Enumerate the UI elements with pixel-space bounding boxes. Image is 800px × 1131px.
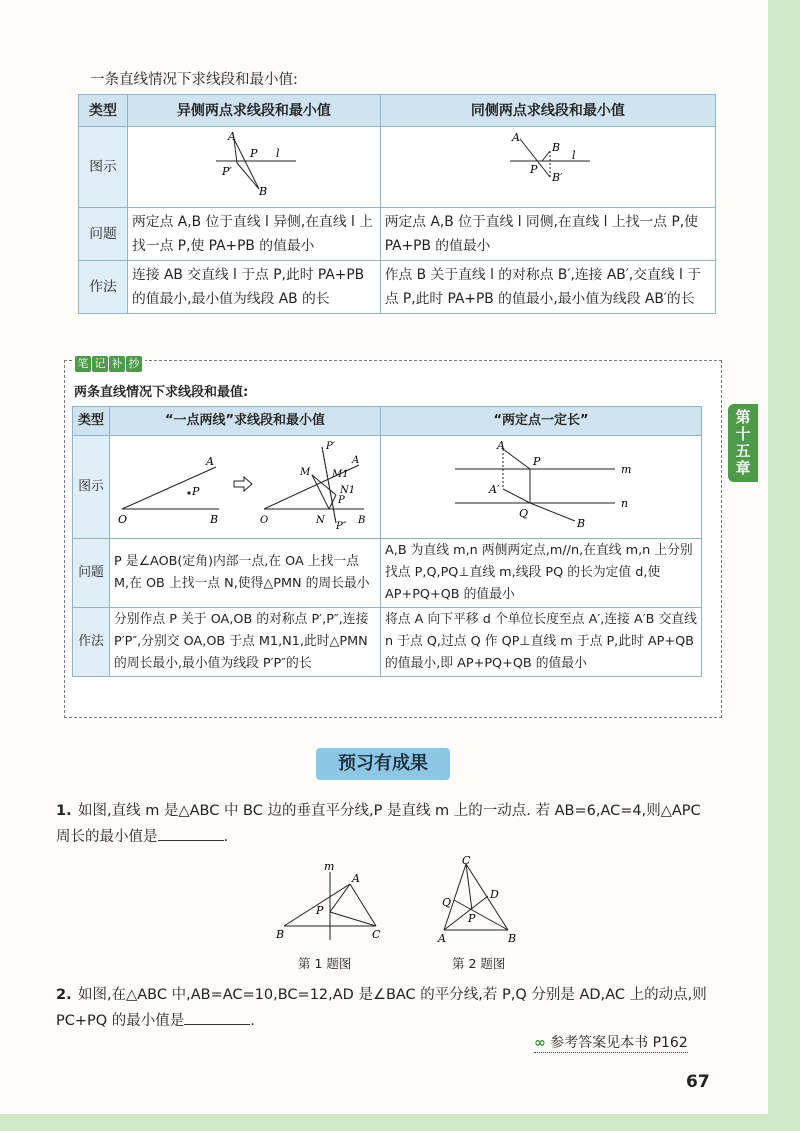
question-text: 如图,在△ABC 中,AB=AC=10,BC=12,AD 是∠BAC 的平分线,若 P,Q 分别是 AD,AC 上的动点,则 PC+PQ 的最小值是 <box>56 987 707 1029</box>
fig-label-l: l <box>571 149 576 162</box>
table2-method-one-point: 分别作点 P 关于 OA,OB 的对称点 P′,P″,连接 P′P″,分别交 OA,OB 于点 M1,N1,此时△PMN 的周长最小,最小值为线段 P′P″的长 <box>110 608 381 677</box>
fig-label-O: O <box>260 515 269 526</box>
fig-label-A: A <box>206 455 214 468</box>
arrow-icon <box>234 477 252 491</box>
table1-header-right: 同侧两点求线段和最小值 <box>380 95 715 127</box>
answer-blank[interactable] <box>158 826 224 841</box>
figure-caption-1: 第 1 题图 <box>298 956 352 971</box>
fig-label-A: A <box>511 131 520 144</box>
fig-label-B: B <box>358 515 366 526</box>
page-edge-strip <box>768 0 800 1131</box>
table1-intro: 一条直线情况下求线段和最小值: <box>90 72 298 88</box>
table1-method-opposite: 连接 AB 交直线 l 于点 P,此时 PA+PB 的值最小,最小值为线段 AB 的长 <box>128 261 381 314</box>
fig-label-B: B <box>258 185 267 197</box>
answer-reference[interactable] <box>534 1032 688 1053</box>
fig-label-Q: Q <box>442 896 452 909</box>
fig-label-O: O <box>118 513 128 526</box>
table1-figure-opposite <box>128 127 381 208</box>
fig-label-P-double-prime: P″ <box>336 521 347 529</box>
question-2 <box>56 982 716 1034</box>
table2-header-right: “两定点一定长” <box>381 407 702 436</box>
fig-label-P: P <box>529 163 538 176</box>
fig-label-D: D <box>490 888 499 901</box>
question-number: 1. <box>56 803 72 819</box>
one-point-two-lines-diagram <box>114 437 376 529</box>
opposite-side-diagram <box>204 129 304 197</box>
fig-label-A: A <box>352 455 360 466</box>
notes-tag-char: 补 <box>109 356 125 372</box>
fig-label-P: P <box>249 147 258 160</box>
fig-label-P: P <box>192 485 200 498</box>
question-number: 2. <box>56 987 72 1003</box>
figure-caption-2: 第 2 题图 <box>452 956 506 971</box>
table2-figure-fixed-length <box>381 436 702 539</box>
fig-label-P-prime: P′ <box>221 165 232 178</box>
page-bottom-strip <box>0 1114 768 1131</box>
link-icon: ∞ <box>534 1035 546 1051</box>
notes-tag-char: 记 <box>92 356 108 372</box>
question-end: . <box>223 829 229 845</box>
fig-label-C: C <box>462 856 471 867</box>
fig-label-B: B <box>577 517 586 529</box>
chapter-tab[interactable] <box>728 404 758 482</box>
chapter-tab-char: 五 <box>735 442 751 460</box>
table1-row-label: 问题 <box>79 208 128 261</box>
fig-label-Q: Q <box>519 507 529 520</box>
table1-problem-same: 两定点 A,B 位于直线 l 同侧,在直线 l 上找一点 P,使 PA+PB 的值最小 <box>380 208 715 261</box>
fig-label-m: m <box>324 860 335 873</box>
table1-method-same: 作点 B 关于直线 l 的对称点 B′,连接 AB′,交直线 l 于点 P,此时 PA+PB 的值最小,最小值为线段 AB′的长 <box>380 261 715 314</box>
fig-label-A: A <box>497 439 505 452</box>
table1-figure-same <box>380 127 715 208</box>
fig-label-M: M <box>300 467 311 478</box>
notes-tag-char: 笔 <box>75 356 91 372</box>
table2-header-left: “一点两线”求线段和最小值 <box>110 407 381 436</box>
table2-header-type: 类型 <box>73 407 110 436</box>
notes-tag <box>73 352 145 372</box>
fig-label-B-prime: B′ <box>551 171 563 184</box>
fig-label-M1: M1 <box>332 469 349 480</box>
fig-label-l: l <box>275 147 280 160</box>
fig-label-B: B <box>508 932 517 945</box>
section-title: 预习有成果 <box>316 748 450 780</box>
fig-label-A: A <box>352 872 360 885</box>
fig-label-N1: N1 <box>340 485 356 496</box>
chapter-tab-char: 章 <box>735 459 751 477</box>
two-points-fixed-length-diagram <box>385 437 697 529</box>
table2-row-label: 问题 <box>73 539 110 608</box>
fig-label-B: B <box>210 513 219 526</box>
table2-method-fixed-length: 将点 A 向下平移 d 个单位长度至点 A′,连接 A′B 交直线 n 于点 Q,过点 Q 作 QP⊥直线 m 于点 P,此时 AP+QB 的值最小,即 AP+PQ+QB 的值最小 <box>381 608 702 677</box>
table2-problem-one-point: P 是∠AOB(定角)内部一点,在 OA 上找一点 M,在 OB 上找一点 N,使得△PMN 的周长最小 <box>110 539 381 608</box>
table2-row-label: 作法 <box>73 608 110 677</box>
fig-label-N: N <box>316 515 325 526</box>
fig-label-P: P <box>533 455 541 468</box>
fig-label-P: P <box>316 904 324 917</box>
notes-tag-char: 抄 <box>126 356 142 372</box>
table1-row-label: 图示 <box>79 127 128 208</box>
table1-header-type: 类型 <box>79 95 128 127</box>
same-side-diagram <box>498 129 598 197</box>
table2-figure-one-point <box>110 436 381 539</box>
fig-label-B: B <box>276 928 285 941</box>
table2-row-label: 图示 <box>73 436 110 539</box>
question-1 <box>56 798 716 850</box>
table1-problem-opposite: 两定点 A,B 位于直线 l 异侧,在直线 l 上找一点 P,使 PA+PB 的值最小 <box>128 208 381 261</box>
question-end: . <box>250 1013 255 1029</box>
page-number: 67 <box>686 1072 710 1092</box>
fig-label-A: A <box>227 130 236 143</box>
chapter-tab-char: 十 <box>735 425 751 443</box>
table2-problem-fixed-length: A,B 为直线 m,n 两侧两定点,m//n,在直线 m,n 上分别找点 P,Q,PQ⊥直线 m,线段 PQ 的长为定值 d,使 AP+PQ+QB 的值最小 <box>381 539 702 608</box>
fig-label-B: B <box>551 141 560 154</box>
fig-label-P-prime: P′ <box>326 441 335 452</box>
table1-header-left: 异侧两点求线段和最小值 <box>128 95 381 127</box>
fig-label-P: P <box>338 495 345 506</box>
question-figures <box>268 856 528 946</box>
single-line-table <box>78 94 716 314</box>
fig-label-m: m <box>621 463 632 476</box>
chapter-tab-char: 第 <box>735 408 751 426</box>
fig-label-n: n <box>621 497 629 510</box>
answer-blank[interactable] <box>184 1010 250 1025</box>
fig-label-P: P <box>468 912 476 925</box>
fig-label-C: C <box>372 928 381 941</box>
notes-title: 两条直线情况下求线段和最值: <box>74 385 249 400</box>
table1-row-label: 作法 <box>79 261 128 314</box>
question-text: 如图,直线 m 是△ABC 中 BC 边的垂直平分线,P 是直线 m 上的一动点. 若 AB=6,AC=4,则△APC 周长的最小值是 <box>56 803 701 845</box>
fig-label-A: A <box>438 932 446 945</box>
fig-label-A-prime: A′ <box>489 483 500 496</box>
answer-reference-text: 参考答案见本书 P162 <box>550 1035 688 1051</box>
two-line-table <box>72 406 702 677</box>
